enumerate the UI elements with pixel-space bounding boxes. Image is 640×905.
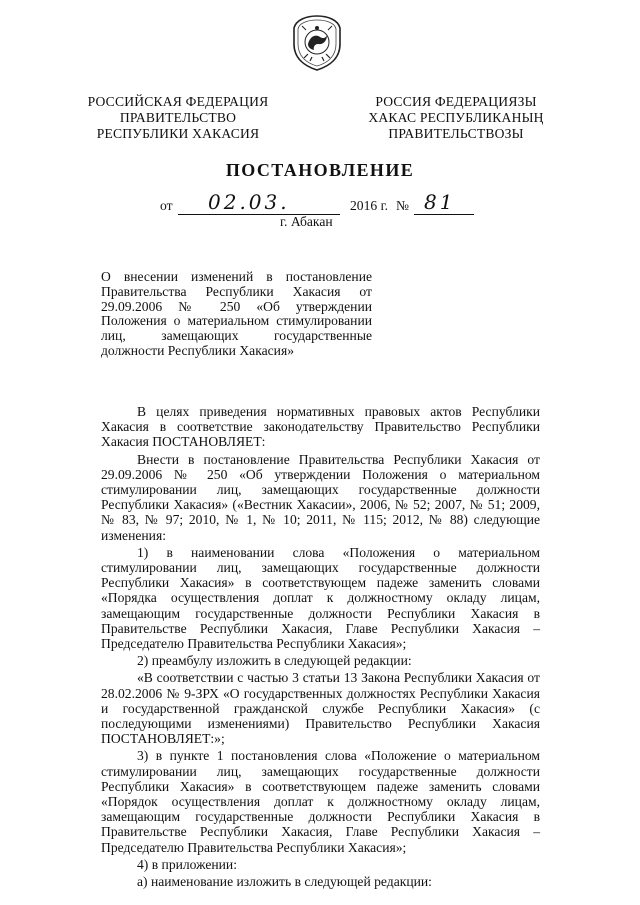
date-number-line: [160, 190, 490, 216]
city-label: г. Абакан: [280, 214, 333, 229]
subject-line: 29.09.2006 № 250 «Об утверждении: [101, 298, 372, 314]
header-right-line: РОССИЯ ФЕДЕРАЦИЯЗЫ: [375, 94, 537, 109]
header-left-line: РОССИЙСКАЯ ФЕДЕРАЦИЯ: [87, 94, 269, 109]
document-subject: [101, 270, 372, 359]
paragraph-preamble: В целях приведения нормативных правовых актов Республики Хакасия в соответствие законодательству Правительство Республики Хакасия ПОСТАНОВЛЯЕТ:: [101, 404, 540, 450]
header-right-line: ХАКАС РЕСПУБЛИКАНЫҢ: [368, 110, 544, 125]
subject-line: Положения о материальном стимулировании: [101, 313, 372, 329]
subject-line: лиц, замещающих государственные: [101, 328, 372, 344]
paragraph-item-1: 1) в наименовании слова «Положения о материальном стимулировании лиц, замещающих государственные должности Республики Хакасия» в соответствующем падеже заменить словами «Порядка осуществления доплат к должностному окладу лицам, замещающим государственные должности Республики Хакасия в Правительстве Республики Хакасия, Главе Республики Хакасия – Председателю Правительства Республики Хакасия»;: [101, 544, 540, 652]
handwritten-date: 02.03.: [208, 190, 290, 214]
subject-line: должности Республики Хакасия»: [101, 342, 295, 358]
document-body: [101, 404, 540, 889]
header-left-line: ПРАВИТЕЛЬСТВО: [119, 110, 237, 125]
paragraph-main: Внести в постановление Правительства Республики Хакасия от 29.09.2006 № 250 «Об утверждении Положения о материальном стимулировании лиц, замещающих государственные должности Республики Хакасия» («Вестник Хакасии», 2006, № 52; 2007, № 51; 2009, № 83, № 97; 2010, № 1, № 10; 2011, № 115; 2012, № 88) следующие изменения:: [101, 451, 540, 543]
date-prefix: от: [160, 198, 173, 213]
paragraph-item-4: 4) в приложении:: [137, 856, 237, 872]
paragraph-item-2: 2) преамбулу изложить в следующей редакции:: [137, 653, 412, 669]
document-title: ПОСТАНОВЛЕНИЕ: [225, 160, 415, 180]
header-right-line: ПРАВИТЕЛЬСТВОЗЫ: [388, 126, 524, 141]
number-sign: №: [396, 198, 409, 213]
paragraph-item-3: 3) в пункте 1 постановления слова «Положение о материальном стимулировании лиц, замещающих государственные должности Республики Хакасия» в соответствующем падеже заменить словами «Порядок осуществления доплат к должностному окладу лицам, замещающим государственные должности Республики Хакасия в Правительстве Республики Хакасия, Главе Республики Хакасия – Председателю Правительства Республики Хакасия»;: [101, 748, 540, 855]
subject-line: О внесении изменений в постановление: [101, 269, 372, 284]
paragraph-item-4a: а) наименование изложить в следующей редакции:: [137, 874, 432, 890]
subject-line: Правительства Республики Хакасия от: [101, 283, 372, 299]
handwritten-number: 81: [424, 190, 456, 214]
year-label: 2016 г.: [350, 198, 389, 213]
header-left-block: [78, 94, 278, 142]
header-right-block: [346, 94, 566, 142]
coat-of-arms-of-khakassia-icon: [290, 14, 344, 72]
header-left-line: РЕСПУБЛИКИ ХАКАСИЯ: [96, 126, 260, 141]
paragraph-quote: «В соответствии с частью 3 статьи 13 Закона Республики Хакасия от 28.02.2006 № 9-ЗРХ «О государственных должностях Республики Хакасия и государственной гражданской службе Республики Хакасия» (с последующими изменениями) Правительство Республики Хакасия ПОСТАНОВЛЯЕТ:»;: [101, 670, 540, 747]
